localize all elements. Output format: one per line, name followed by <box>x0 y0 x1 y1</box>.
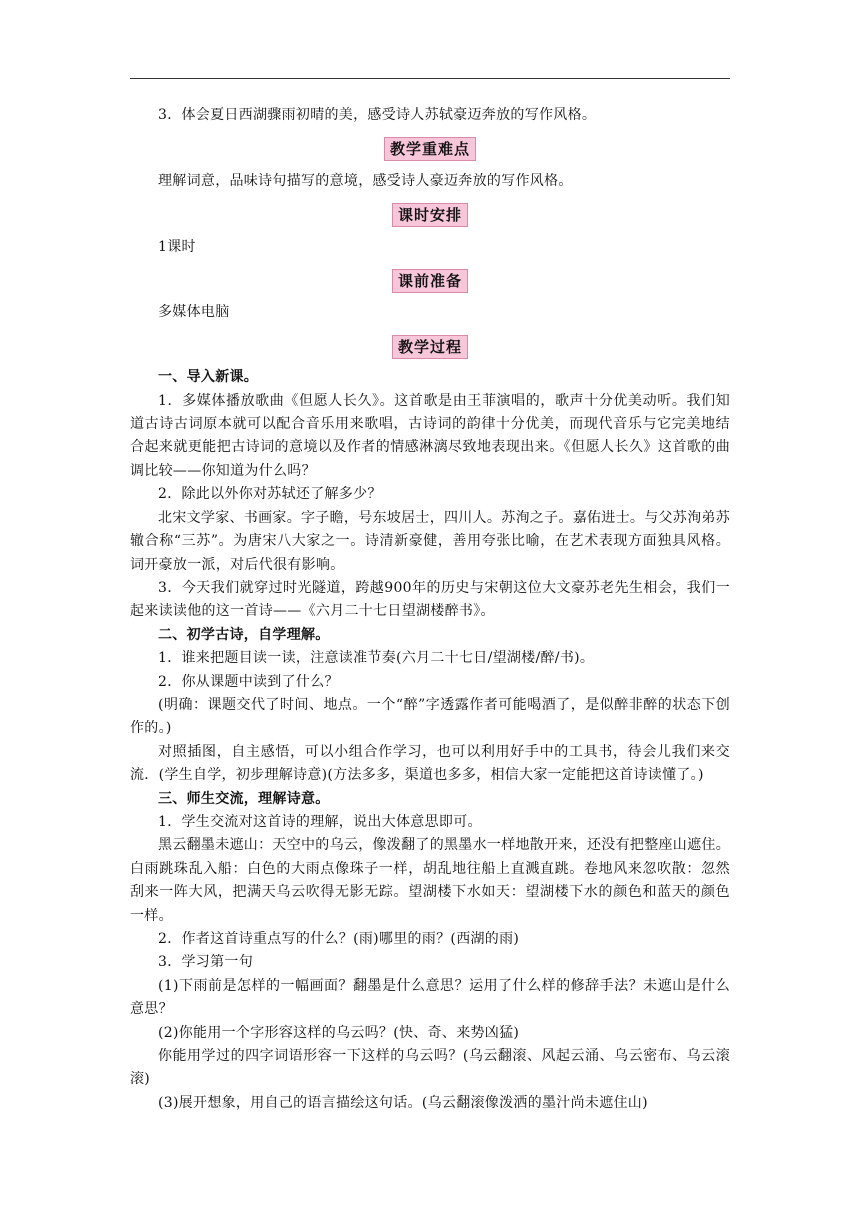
prep-title: 课前准备 <box>392 269 468 293</box>
step-2-para-2: 2．你从课题中读到了什么？ <box>158 673 339 690</box>
step-3-para-6: (2)你能用一个字形容这样的乌云吗？(快、奇、来势凶猛) <box>158 1024 520 1041</box>
key-points-text: 理解词意，品味诗句描写的意境，感受诗人豪迈奔放的写作风格。 <box>158 172 573 189</box>
schedule-title: 课时安排 <box>392 203 468 227</box>
schedule-header <box>130 203 730 228</box>
step-3-heading: 三、师生交流，理解诗意。 <box>158 790 330 807</box>
step-3-para-5: (1)下雨前是怎样的一幅画面？翻墨是什么意思？运用了什么样的修辞手法？未遮山是什么意思？ <box>130 977 730 1018</box>
step-2-para-4: 对照插图，自主感悟，可以小组合作学习，也可以利用好手中的工具书，待会儿我们来交流．(学生自学，初步理解诗意)(方法多多，渠道也多多，相信大家一定能把这首诗读懂了。) <box>130 743 730 784</box>
document-body <box>130 104 730 1115</box>
step-3-para-1: 1．学生交流对这首诗的理解，说出大体意思即可。 <box>158 813 482 830</box>
teaching-goal-3: 3．体会夏日西湖骤雨初晴的美，感受诗人苏轼豪迈奔放的写作风格。 <box>158 107 597 123</box>
step-1-para-4: 3．今天我们就穿过时光隧道，跨越900年的历史与宋朝这位大文豪苏老先生相会，我们一起来读读他的这一首诗——《六月二十七日望湖楼醉书》。 <box>130 579 730 620</box>
step-3-para-7: 你能用学过的四字词语形容一下这样的乌云吗？(乌云翻滚、风起云涌、乌云密布、乌云滚滚) <box>130 1048 730 1088</box>
process-title: 教学过程 <box>392 335 468 359</box>
step-3-para-3: 2．作者这首诗重点写的什么？(雨)哪里的雨？(西湖的雨) <box>158 931 520 947</box>
step-2-para-1: 1．谁来把题目读一读，注意读准节奏(六月二十七日/望湖楼/醉/书)。 <box>158 650 595 667</box>
step-1-para-2: 2．除此以外你对苏轼还了解多少？ <box>158 486 382 503</box>
schedule-text: 1课时 <box>158 238 196 255</box>
step-3-para-4: 3．学习第一句 <box>158 954 254 971</box>
step-2-para-3: (明确：课题交代了时间、地点。一个“醉”字透露作者可能喝酒了，是似醉非醉的状态下创作的。) <box>130 696 730 737</box>
prep-text: 多媒体电脑 <box>158 304 230 321</box>
key-points-header <box>130 137 730 162</box>
step-1-para-1: 1．多媒体播放歌曲《但愿人长久》。这首歌是由王菲演唱的，歌声十分优美动听。我们知道古诗古词原本就可以配合音乐用来歌唱，古诗词的韵律十分优美，而现代音乐与它完美地结合起来就更能把古诗词的意境以及作者的情感淋漓尽致地表现出来。《但愿人长久》这首歌的曲调比较——你知道为什么吗？ <box>130 392 730 479</box>
key-points-title: 教学重难点 <box>384 137 476 161</box>
step-2-heading: 二、初学古诗，自学理解。 <box>158 626 330 643</box>
step-3-para-8: (3)展开想象，用自己的语言描绘这句话。(乌云翻滚像泼洒的墨汁尚未遮住山) <box>158 1094 648 1111</box>
step-1-para-3: 北宋文学家、书画家。字子瞻，号东坡居士，四川人。苏洵之子。嘉佑进士。与父苏洵弟苏辙合称“三苏”。为唐宋八大家之一。诗清新豪健，善用夸张比喻，在艺术表现方面独具风格。词开豪放一派，对后代很有影响。 <box>130 509 730 573</box>
step-3-para-2: 黑云翻墨未遮山：天空中的乌云，像泼翻了的黑墨水一样地散开来，还没有把整座山遮住。白雨跳珠乱入船：白色的大雨点像珠子一样，胡乱地往船上直溅直跳。卷地风来忽吹散：忽然刮来一阵大风，把满天乌云吹得无影无踪。望湖楼下水如天：望湖楼下水的颜色和蓝天的颜色一样。 <box>130 837 730 924</box>
header-rule <box>130 78 730 79</box>
step-1-heading: 一、导入新课。 <box>158 369 259 386</box>
prep-header <box>130 269 730 294</box>
process-header <box>130 335 730 360</box>
